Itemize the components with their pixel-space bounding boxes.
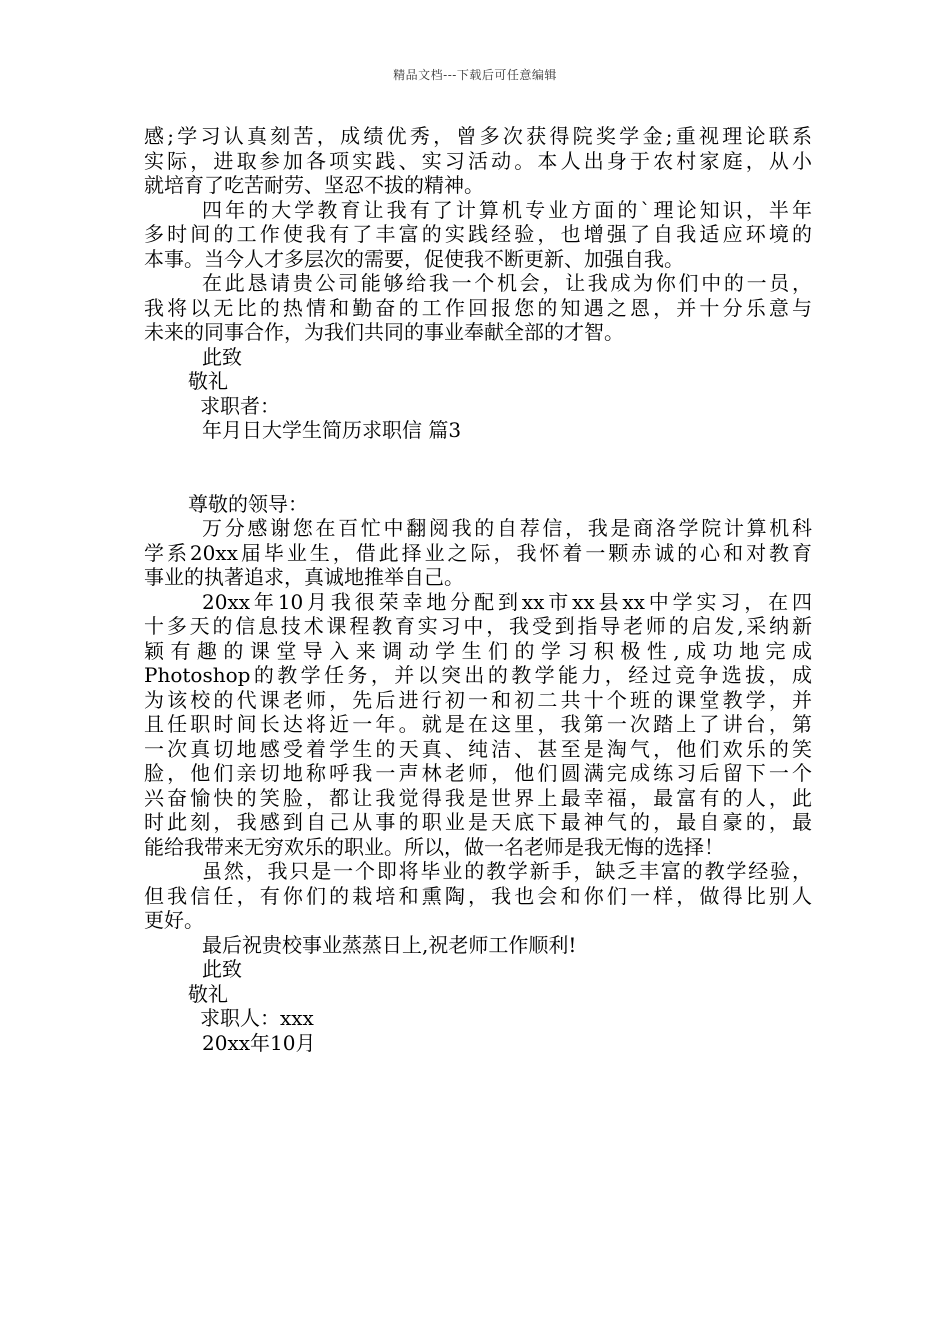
paragraph-line: 但我信任，有你们的栽培和熏陶，我也会和你们一样，做得比别人 [144, 883, 812, 908]
closing-line: 此致 [202, 344, 242, 369]
paragraph-line: 20xx年10月我很荣幸地分配到xx市xx县xx中学实习，在四 [202, 589, 812, 614]
paragraph-line: 实际，进取参加各项实践、实习活动。本人出身于农村家庭，从小 [144, 148, 812, 173]
paragraph-line: 虽然，我只是一个即将毕业的教学新手，缺乏丰富的教学经验， [202, 859, 812, 883]
paragraph-line: 在此恳请贵公司能够给我一个机会，让我成为你们中的一员， [202, 271, 812, 295]
paragraph-line: 我将以无比的热情和勤奋的工作回报您的知遇之恩，并十分乐意与 [144, 295, 812, 320]
paragraph-line: 一次真切地感受着学生的天真、纯洁、甚至是淘气，他们欢乐的笑 [144, 736, 812, 761]
paragraph-line: 时此刻，我感到自己从事的职业是天底下最神气的，最自豪的，最 [144, 810, 812, 834]
paragraph-line: 学系20xx届毕业生，借此择业之际，我怀着一颗赤诚的心和对教育 [144, 540, 812, 565]
signature-line: 求职人：xxx [200, 1006, 314, 1030]
paragraph-line: Photoshop的教学任务，并以突出的教学能力，经过竞争选拔，成 [144, 663, 812, 687]
section-title: 年月日大学生简历求职信 篇3 [202, 418, 462, 442]
paragraph-line: 最后祝贵校事业蒸蒸日上,祝老师工作顺利! [202, 932, 577, 957]
paragraph-line: 脸，他们亲切地称呼我一声林老师，他们圆满完成练习后留下一个 [144, 761, 812, 785]
document-body [144, 124, 812, 1055]
closing-line: 敬礼 [188, 981, 228, 1006]
closing-line: 此致 [202, 957, 242, 981]
paragraph-line: 多时间的工作使我有了丰富的实践经验，也增强了自我适应环境的 [144, 222, 812, 246]
paragraph-line: 十多天的信息技术课程教育实习中，我受到指导老师的启发,采纳新 [144, 614, 812, 638]
paragraph-line: 本事。当今人才多层次的需要，促使我不断更新、加强自我。 [144, 246, 684, 271]
signature-line: 求职者： [200, 393, 280, 418]
paragraph-line: 颖有趣的课堂导入来调动学生们的学习积极性,成功地完成 [144, 638, 812, 663]
paragraph-line: 且任职时间长达将近一年。就是在这里，我第一次踏上了讲台，第 [144, 712, 812, 736]
paragraph-line: 就培育了吃苦耐劳、坚忍不拔的精神。 [144, 173, 484, 197]
salutation: 尊敬的领导： [188, 491, 308, 516]
paragraph-line: 四年的大学教育让我有了计算机专业方面的`理论知识，半年 [202, 197, 812, 222]
page-header: 精品文档---下载后可任意编辑 [393, 68, 557, 82]
paragraph-line: 未来的同事合作，为我们共同的事业奉献全部的才智。 [144, 320, 624, 344]
paragraph-line: 能给我带来无穷欢乐的职业。所以，做一名老师是我无悔的选择！ [144, 834, 724, 859]
paragraph-line: 事业的执著追求，真诚地推举自己。 [144, 565, 464, 589]
paragraph-line: 更好。 [144, 908, 204, 932]
closing-line: 敬礼 [188, 369, 228, 393]
paragraph-line: 兴奋愉快的笑脸，都让我觉得我是世界上最幸福，最富有的人，此 [144, 785, 812, 810]
paragraph-line: 为该校的代课老师，先后进行初一和初二共十个班的课堂教学，并 [144, 687, 812, 712]
spacer [144, 443, 812, 492]
paragraph-line: 万分感谢您在百忙中翻阅我的自荐信，我是商洛学院计算机科 [202, 516, 812, 540]
paragraph-line: 感;学习认真刻苦，成绩优秀，曾多次获得院奖学金;重视理论联系 [144, 124, 812, 148]
date-line: 20xx年10月 [202, 1030, 316, 1055]
